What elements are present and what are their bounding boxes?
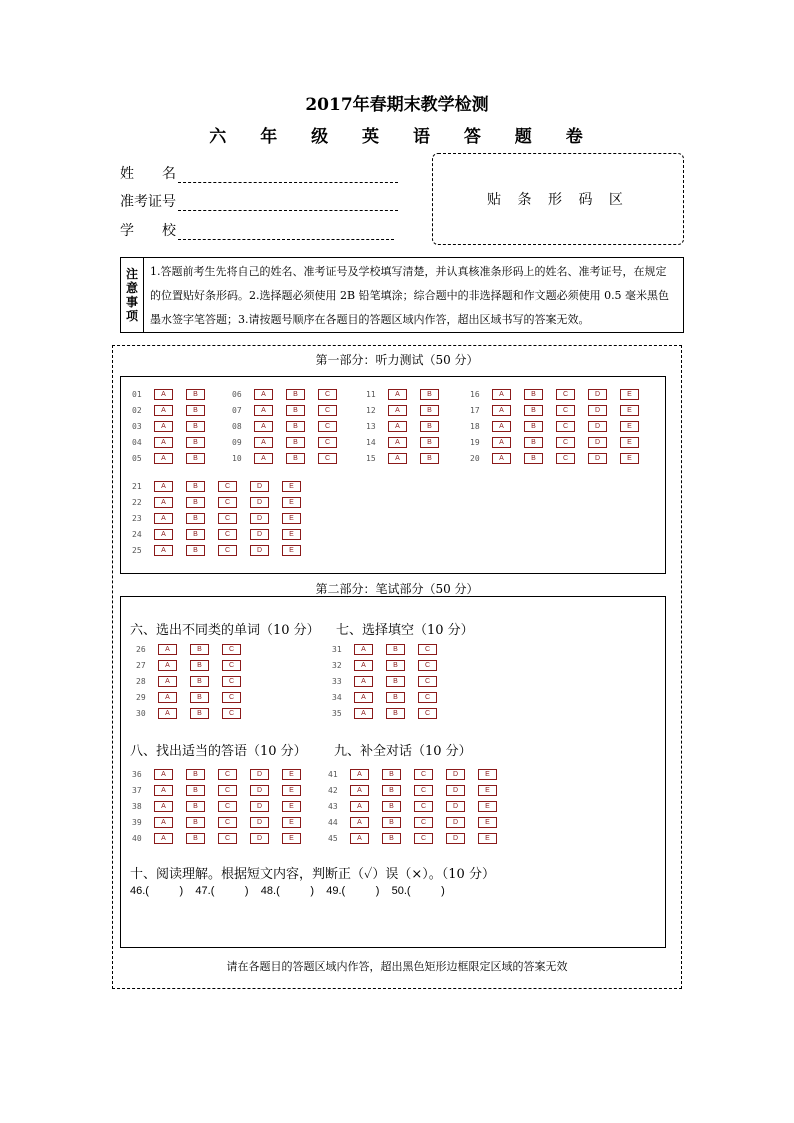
question-number: 17 (470, 405, 480, 415)
answer-row (136, 657, 254, 673)
bubble-group (366, 386, 452, 466)
bottom-note: 请在各题目的答题区域内作答，超出黑色矩形边框限定区域的答案无效 (226, 960, 568, 973)
answer-row (332, 673, 450, 689)
question-number: 39 (132, 817, 142, 827)
notice-side-char: 项 (125, 309, 138, 323)
answer-row (332, 657, 450, 673)
answer-bubble[interactable]: B (524, 437, 543, 448)
answer-bubble[interactable]: B (382, 801, 401, 812)
notice-side-char: 事 (125, 295, 138, 309)
answer-bubble[interactable]: C (318, 389, 337, 400)
answer-bubble[interactable]: B (186, 421, 205, 432)
answer-row (366, 386, 452, 402)
question-number: 24 (132, 529, 142, 539)
section10-title: 十、阅读理解。根据短文内容，判断正（✓）误（×）。（10 分） (130, 867, 495, 882)
answer-bubble[interactable]: C (218, 529, 237, 540)
answer-row (136, 673, 254, 689)
answer-bubble[interactable]: A (154, 545, 173, 556)
barcode-area (432, 153, 684, 245)
answer-bubble[interactable]: E (478, 817, 497, 828)
answer-bubble[interactable]: D (446, 769, 465, 780)
answer-bubble[interactable]: A (388, 453, 407, 464)
answer-bubble[interactable]: D (588, 405, 607, 416)
answer-bubble[interactable]: D (250, 769, 269, 780)
answer-row (132, 814, 314, 830)
notice-side-char: 注 (125, 267, 138, 281)
answer-bubble[interactable]: E (282, 481, 301, 492)
answer-bubble[interactable]: A (154, 437, 173, 448)
notice-box (120, 257, 684, 333)
answer-bubble[interactable]: B (524, 405, 543, 416)
answer-bubble[interactable]: B (386, 676, 405, 687)
answer-bubble[interactable]: A (350, 833, 369, 844)
answer-bubble[interactable]: E (282, 833, 301, 844)
answer-row (132, 766, 314, 782)
bubble-group (132, 478, 314, 558)
answer-bubble[interactable]: B (420, 405, 439, 416)
answer-bubble[interactable]: A (388, 389, 407, 400)
school-row (120, 220, 394, 240)
answer-bubble[interactable]: C (218, 769, 237, 780)
answer-bubble[interactable]: B (286, 405, 305, 416)
name-row (120, 163, 398, 183)
answer-bubble[interactable]: A (492, 437, 511, 448)
answer-row (232, 386, 350, 402)
answer-row (470, 418, 652, 434)
answer-bubble[interactable]: E (282, 545, 301, 556)
answer-bubble[interactable]: D (446, 833, 465, 844)
question-number: 37 (132, 785, 142, 795)
answer-bubble[interactable]: B (186, 769, 205, 780)
answer-row (332, 641, 450, 657)
bubble-group (132, 386, 218, 466)
answer-bubble[interactable]: E (478, 785, 497, 796)
question-number: 11 (366, 389, 376, 399)
bubble-group (332, 641, 450, 721)
section9-title: 九、补全对话（10 分） (334, 744, 472, 759)
question-number: 07 (232, 405, 242, 415)
question-number: 14 (366, 437, 376, 447)
answer-bubble[interactable]: B (186, 453, 205, 464)
answer-bubble[interactable]: A (350, 785, 369, 796)
answer-bubble[interactable]: B (186, 437, 205, 448)
answer-bubble[interactable]: E (620, 405, 639, 416)
answer-bubble[interactable]: A (158, 644, 177, 655)
page-subtitle: 六 年 级 英 语 答 题 卷 (209, 127, 597, 147)
question-number: 31 (332, 644, 342, 654)
answer-row (132, 798, 314, 814)
answer-bubble[interactable]: A (354, 692, 373, 703)
answer-bubble[interactable]: B (186, 481, 205, 492)
question-number: 10 (232, 453, 242, 463)
answer-bubble[interactable]: D (588, 421, 607, 432)
answer-row (132, 782, 314, 798)
answer-bubble[interactable]: A (350, 817, 369, 828)
answer-bubble[interactable]: C (556, 437, 575, 448)
answer-bubble[interactable]: C (556, 405, 575, 416)
answer-bubble[interactable]: A (492, 453, 511, 464)
notice-text: 1.答题前考生先将自己的姓名、准考证号及学校填写清楚，并认真核准条形码上的姓名、准考证号，在规定的位置贴好条形码。2.选择题必须使用 2B 铅笔填涂；综合题中的非选择题和作文题必须使用 0.5 毫米黑色墨水签字笔答题；3.请按题号顺序在各题目的答题区域内作答，超出区域书写的答案无效。 (150, 265, 670, 326)
answer-row (470, 434, 652, 450)
question-number: 43 (328, 801, 338, 811)
answer-row (366, 418, 452, 434)
question-number: 16 (470, 389, 480, 399)
answer-bubble[interactable]: E (620, 389, 639, 400)
question-number: 27 (136, 660, 146, 670)
answer-bubble[interactable]: B (190, 660, 209, 671)
answer-bubble[interactable]: A (158, 708, 177, 719)
answer-bubble[interactable]: A (154, 389, 173, 400)
question-number: 19 (470, 437, 480, 447)
answer-bubble[interactable]: D (446, 817, 465, 828)
answer-bubble[interactable]: B (190, 708, 209, 719)
answer-bubble[interactable]: B (420, 453, 439, 464)
answer-bubble[interactable]: A (158, 676, 177, 687)
answer-bubble[interactable]: B (286, 437, 305, 448)
answer-bubble[interactable]: D (250, 785, 269, 796)
answer-bubble[interactable]: B (382, 833, 401, 844)
school-label: 学 校 (120, 223, 176, 239)
question-number: 01 (132, 389, 142, 399)
answer-bubble[interactable]: D (250, 513, 269, 524)
question-number: 36 (132, 769, 142, 779)
id-row (120, 191, 398, 211)
question-number: 29 (136, 692, 146, 702)
answer-bubble[interactable]: C (556, 389, 575, 400)
answer-row (132, 450, 218, 466)
name-field[interactable] (178, 166, 398, 183)
answer-row (332, 705, 450, 721)
answer-row (132, 386, 218, 402)
answer-row (366, 434, 452, 450)
answer-bubble[interactable]: B (420, 421, 439, 432)
bubble-group (136, 641, 254, 721)
answer-row (328, 830, 510, 846)
question-number: 26 (136, 644, 146, 654)
answer-bubble[interactable]: B (186, 405, 205, 416)
answer-bubble[interactable]: D (588, 437, 607, 448)
answer-bubble[interactable]: C (556, 421, 575, 432)
bubble-group (328, 766, 510, 846)
answer-row (366, 450, 452, 466)
answer-bubble[interactable]: D (446, 785, 465, 796)
answer-row (328, 782, 510, 798)
answer-row (132, 494, 314, 510)
answer-bubble[interactable]: A (154, 785, 173, 796)
part1-title: 第一部分：听力测试（50 分） (315, 353, 479, 367)
question-number: 03 (132, 421, 142, 431)
answer-bubble[interactable]: C (318, 421, 337, 432)
answer-bubble[interactable]: A (154, 833, 173, 844)
answer-bubble[interactable]: E (282, 769, 301, 780)
answer-bubble[interactable]: A (492, 421, 511, 432)
answer-bubble[interactable]: B (386, 644, 405, 655)
answer-row (132, 434, 218, 450)
part2-title: 第二部分：笔试部分（50 分） (315, 582, 479, 596)
bubble-group (132, 766, 314, 846)
answer-bubble[interactable]: C (414, 833, 433, 844)
answer-row (232, 402, 350, 418)
page-title: 2017年春期末教学检测 (305, 95, 489, 115)
answer-bubble[interactable]: A (354, 644, 373, 655)
answer-bubble[interactable]: A (254, 421, 273, 432)
question-number: 12 (366, 405, 376, 415)
answer-bubble[interactable]: B (186, 801, 205, 812)
answer-bubble[interactable]: A (388, 437, 407, 448)
answer-bubble[interactable]: B (186, 817, 205, 828)
answer-bubble[interactable]: C (418, 676, 437, 687)
answer-row (232, 418, 350, 434)
answer-bubble[interactable]: B (386, 692, 405, 703)
answer-bubble[interactable]: D (588, 389, 607, 400)
answer-bubble[interactable]: A (154, 801, 173, 812)
answer-row (132, 542, 314, 558)
question-number: 32 (332, 660, 342, 670)
question-number: 41 (328, 769, 338, 779)
answer-bubble[interactable]: C (218, 817, 237, 828)
answer-bubble[interactable]: C (218, 497, 237, 508)
answer-bubble[interactable]: B (382, 817, 401, 828)
answer-bubble[interactable]: A (354, 676, 373, 687)
answer-bubble[interactable]: A (158, 660, 177, 671)
answer-row (328, 798, 510, 814)
answer-bubble[interactable]: C (414, 817, 433, 828)
answer-bubble[interactable]: B (186, 497, 205, 508)
answer-bubble[interactable]: A (154, 529, 173, 540)
question-number: 04 (132, 437, 142, 447)
answer-bubble[interactable]: C (218, 481, 237, 492)
answer-bubble[interactable]: D (250, 545, 269, 556)
section8-title: 八、找出适当的答语（10 分） (130, 744, 307, 759)
answer-bubble[interactable]: B (386, 708, 405, 719)
id-field[interactable] (178, 194, 398, 211)
answer-row (132, 526, 314, 542)
answer-bubble[interactable]: B (190, 676, 209, 687)
answer-bubble[interactable]: A (154, 405, 173, 416)
answer-bubble[interactable]: D (250, 497, 269, 508)
question-number: 15 (366, 453, 376, 463)
answer-bubble[interactable]: C (218, 833, 237, 844)
answer-bubble[interactable]: E (282, 497, 301, 508)
answer-row (366, 402, 452, 418)
question-number: 25 (132, 545, 142, 555)
answer-bubble[interactable]: A (154, 453, 173, 464)
answer-bubble[interactable]: C (218, 545, 237, 556)
answer-bubble[interactable]: B (186, 833, 205, 844)
answer-bubble[interactable]: C (414, 785, 433, 796)
answer-bubble[interactable]: E (478, 833, 497, 844)
answer-bubble[interactable]: A (254, 405, 273, 416)
answer-bubble[interactable]: E (620, 421, 639, 432)
answer-row (132, 478, 314, 494)
answer-bubble[interactable]: C (222, 708, 241, 719)
answer-row (132, 418, 218, 434)
answer-bubble[interactable]: C (218, 785, 237, 796)
answer-bubble[interactable]: A (350, 769, 369, 780)
question-number: 21 (132, 481, 142, 491)
question-number: 28 (136, 676, 146, 686)
section6-title: 六、选出不同类的单词（10 分） (130, 623, 320, 638)
answer-row (232, 450, 350, 466)
answer-bubble[interactable]: B (524, 389, 543, 400)
question-number: 30 (136, 708, 146, 718)
answer-bubble[interactable]: A (154, 769, 173, 780)
school-field[interactable] (178, 223, 394, 240)
answer-row (132, 510, 314, 526)
answer-bubble[interactable]: A (158, 692, 177, 703)
answer-row (136, 689, 254, 705)
answer-bubble[interactable]: E (478, 769, 497, 780)
bubble-group (470, 386, 652, 466)
notice-side (121, 258, 144, 332)
answer-bubble[interactable]: C (418, 644, 437, 655)
reading-answer-row[interactable]: 46.( ) 47.( ) 48.( ) 49.( ) 50.( ) (130, 885, 445, 897)
answer-bubble[interactable]: D (250, 529, 269, 540)
answer-bubble[interactable]: A (254, 389, 273, 400)
answer-bubble[interactable]: C (318, 453, 337, 464)
question-number: 08 (232, 421, 242, 431)
answer-row (470, 386, 652, 402)
answer-bubble[interactable]: E (478, 801, 497, 812)
question-number: 44 (328, 817, 338, 827)
answer-bubble[interactable]: B (524, 421, 543, 432)
question-number: 42 (328, 785, 338, 795)
answer-bubble[interactable]: B (382, 769, 401, 780)
answer-bubble[interactable]: E (282, 817, 301, 828)
answer-bubble[interactable]: C (222, 676, 241, 687)
answer-bubble[interactable]: C (418, 708, 437, 719)
answer-row (328, 766, 510, 782)
answer-bubble[interactable]: A (350, 801, 369, 812)
question-number: 09 (232, 437, 242, 447)
answer-bubble[interactable]: C (418, 660, 437, 671)
answer-bubble[interactable]: B (286, 421, 305, 432)
question-number: 20 (470, 453, 480, 463)
answer-bubble[interactable]: C (318, 405, 337, 416)
answer-bubble[interactable]: B (524, 453, 543, 464)
answer-bubble[interactable]: C (222, 660, 241, 671)
answer-bubble[interactable]: B (190, 644, 209, 655)
answer-bubble[interactable]: B (386, 660, 405, 671)
answer-bubble[interactable]: E (282, 785, 301, 796)
question-number: 45 (328, 833, 338, 843)
answer-row (136, 705, 254, 721)
question-number: 34 (332, 692, 342, 702)
answer-bubble[interactable]: B (382, 785, 401, 796)
answer-bubble[interactable]: A (254, 437, 273, 448)
answer-bubble[interactable]: A (388, 421, 407, 432)
section7-title: 七、选择填空（10 分） (336, 623, 474, 638)
answer-row (470, 402, 652, 418)
answer-row (132, 830, 314, 846)
answer-bubble[interactable]: D (588, 453, 607, 464)
answer-bubble[interactable]: B (186, 389, 205, 400)
answer-bubble[interactable]: A (492, 405, 511, 416)
answer-bubble[interactable]: A (154, 421, 173, 432)
question-number: 22 (132, 497, 142, 507)
question-number: 38 (132, 801, 142, 811)
question-number: 06 (232, 389, 242, 399)
answer-row (132, 402, 218, 418)
answer-row (136, 641, 254, 657)
answer-bubble[interactable]: A (154, 817, 173, 828)
notice-side-char: 意 (125, 281, 138, 295)
answer-bubble[interactable]: A (492, 389, 511, 400)
question-number: 33 (332, 676, 342, 686)
answer-bubble[interactable]: B (186, 785, 205, 796)
question-number: 23 (132, 513, 142, 523)
bubble-group (232, 386, 350, 466)
answer-bubble[interactable]: B (190, 692, 209, 703)
answer-bubble[interactable]: B (286, 389, 305, 400)
answer-bubble[interactable]: B (286, 453, 305, 464)
answer-row (232, 434, 350, 450)
answer-bubble[interactable]: C (414, 801, 433, 812)
answer-bubble[interactable]: D (446, 801, 465, 812)
answer-bubble[interactable]: D (250, 481, 269, 492)
answer-bubble[interactable]: C (218, 513, 237, 524)
answer-bubble[interactable]: C (222, 644, 241, 655)
id-label: 准考证号 (120, 194, 176, 210)
answer-bubble[interactable]: B (186, 513, 205, 524)
answer-bubble[interactable]: A (388, 405, 407, 416)
answer-bubble[interactable]: C (218, 801, 237, 812)
answer-bubble[interactable]: E (282, 801, 301, 812)
answer-row (332, 689, 450, 705)
answer-bubble[interactable]: D (250, 833, 269, 844)
question-number: 13 (366, 421, 376, 431)
answer-bubble[interactable]: D (250, 801, 269, 812)
answer-bubble[interactable]: C (414, 769, 433, 780)
answer-bubble[interactable]: E (620, 453, 639, 464)
answer-bubble[interactable]: A (354, 660, 373, 671)
answer-bubble[interactable]: B (420, 389, 439, 400)
answer-bubble[interactable]: D (250, 817, 269, 828)
answer-bubble[interactable]: C (556, 453, 575, 464)
answer-bubble[interactable]: C (418, 692, 437, 703)
name-label: 姓 名 (120, 166, 176, 182)
answer-bubble[interactable]: E (282, 529, 301, 540)
question-number: 40 (132, 833, 142, 843)
answer-bubble[interactable]: A (154, 497, 173, 508)
answer-bubble[interactable]: C (222, 692, 241, 703)
answer-bubble[interactable]: A (154, 481, 173, 492)
answer-bubble[interactable]: B (186, 529, 205, 540)
answer-bubble[interactable]: C (318, 437, 337, 448)
answer-row (470, 450, 652, 466)
question-number: 18 (470, 421, 480, 431)
answer-row (328, 814, 510, 830)
answer-bubble[interactable]: A (354, 708, 373, 719)
answer-bubble[interactable]: A (154, 513, 173, 524)
answer-bubble[interactable]: B (420, 437, 439, 448)
question-number: 02 (132, 405, 142, 415)
answer-bubble[interactable]: E (282, 513, 301, 524)
question-number: 05 (132, 453, 142, 463)
answer-bubble[interactable]: A (254, 453, 273, 464)
barcode-label: 贴 条 形 码 区 (487, 192, 629, 208)
answer-bubble[interactable]: B (186, 545, 205, 556)
question-number: 35 (332, 708, 342, 718)
answer-bubble[interactable]: E (620, 437, 639, 448)
